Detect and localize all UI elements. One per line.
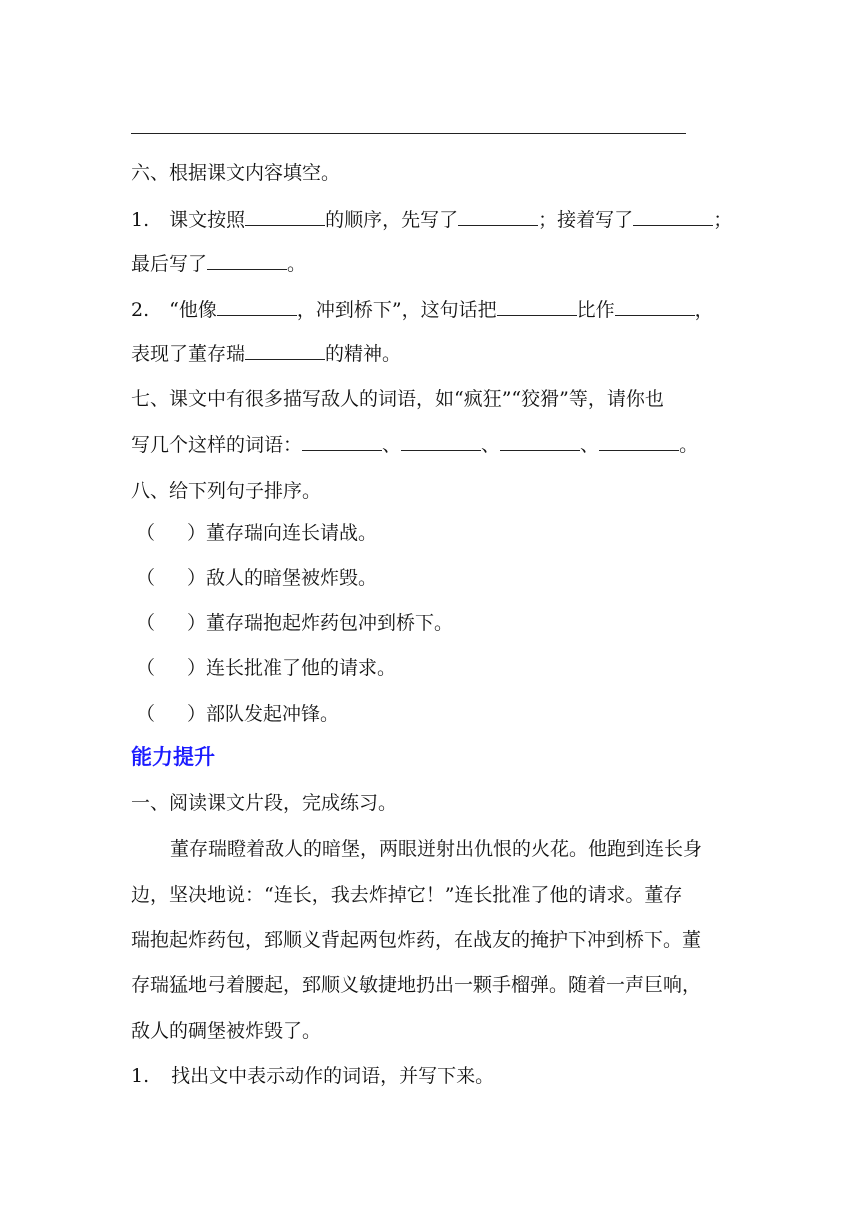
passage-line: 董存瑞瞪着敌人的暗堡，两眼迸射出仇恨的火花。他跑到连长身 xyxy=(170,838,703,860)
order-item: （ ）敌人的暗堡被炸毁。 xyxy=(136,567,378,589)
blank[interactable] xyxy=(401,433,481,451)
blank[interactable] xyxy=(245,342,325,360)
order-item: （ ）董存瑞向连长请战。 xyxy=(136,522,378,544)
section6-q1-line1: 1. 课文按照 的顺序，先写了 ；接着写了 ； xyxy=(131,209,733,231)
answer-line xyxy=(131,133,686,134)
order-item: （ ）连长批准了他的请求。 xyxy=(136,657,397,679)
blank[interactable] xyxy=(615,298,695,316)
order-item: （ ）部队发起冲锋。 xyxy=(136,703,340,725)
blank[interactable] xyxy=(633,208,713,226)
passage-line: 瑞抱起炸药包，郅顺义背起两包炸药，在战友的掩护下冲到桥下。董 xyxy=(131,929,702,951)
section7-line1: 七、课文中有很多描写敌人的词语，如“疯狂”“狡猾”等，请你也 xyxy=(131,388,664,410)
blank[interactable] xyxy=(500,433,580,451)
section6-q2-line2: 表现了董存瑞 的精神。 xyxy=(131,343,402,365)
blank[interactable] xyxy=(217,298,297,316)
blank[interactable] xyxy=(497,298,577,316)
section6-title: 六、根据课文内容填空。 xyxy=(131,162,341,184)
section6-q2-line1: 2. “他像 ，冲到桥下”，这句话把 比作 ， xyxy=(131,299,714,321)
blank[interactable] xyxy=(302,433,382,451)
blank[interactable] xyxy=(458,208,538,226)
section8-title: 八、给下列句子排序。 xyxy=(131,480,322,502)
order-item: （ ）董存瑞抱起炸药包冲到桥下。 xyxy=(136,612,454,634)
ability-sub1: 1. 找出文中表示动作的词语，并写下来。 xyxy=(131,1065,495,1087)
passage-line: 存瑞猛地弓着腰起，郅顺义敏捷地扔出一颗手榴弹。随着一声巨响， xyxy=(131,974,702,996)
ability-q1-title: 一、阅读课文片段，完成练习。 xyxy=(131,792,398,814)
passage-line: 敌人的碉堡被炸毁了。 xyxy=(131,1020,322,1042)
section6-q1-line2: 最后写了 。 xyxy=(131,253,307,275)
passage-line: 边，坚决地说：“连长，我去炸掉它！”连长批准了他的请求。董存 xyxy=(131,884,683,906)
section7-line2: 写几个这样的词语： 、 、 、 。 xyxy=(131,434,699,456)
blank[interactable] xyxy=(599,433,679,451)
section-heading: 能力提升 xyxy=(131,745,215,769)
blank[interactable] xyxy=(207,252,287,270)
blank[interactable] xyxy=(245,208,325,226)
